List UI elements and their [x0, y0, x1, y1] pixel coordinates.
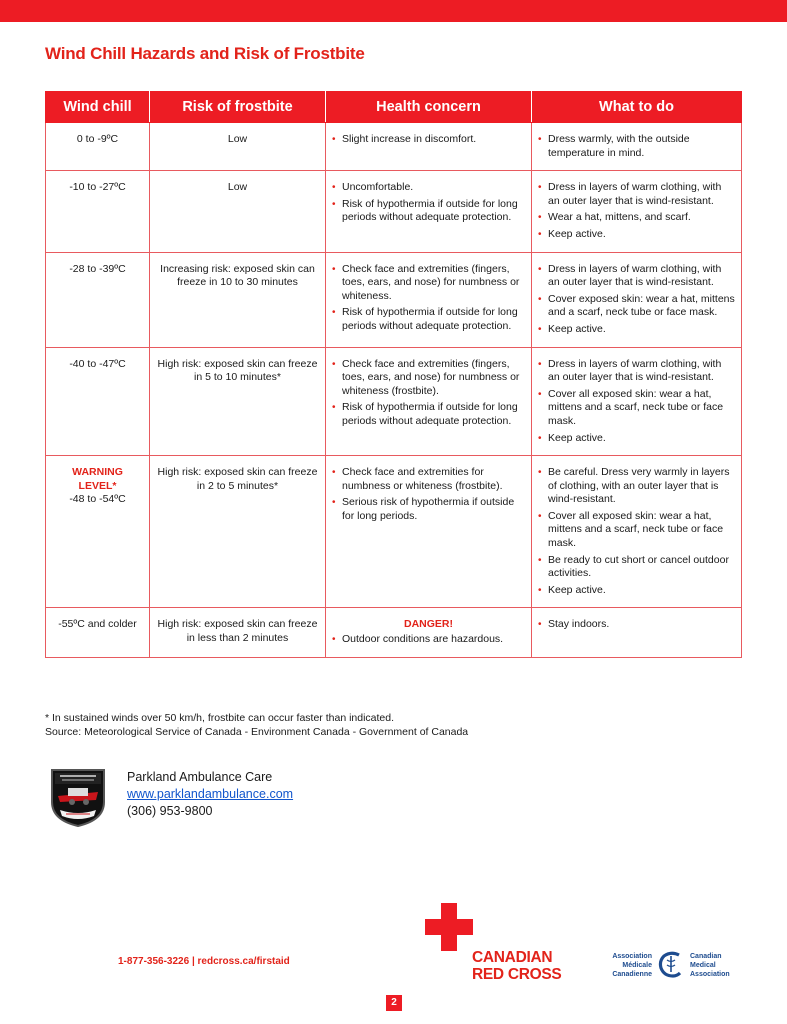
canadian-red-cross-wordmark — [472, 949, 561, 983]
table-row — [46, 608, 742, 657]
warning-level-label: WARNING LEVEL* — [72, 466, 123, 492]
todo-cell — [532, 608, 742, 657]
cma-en-line: Association — [690, 971, 730, 978]
health-cell — [326, 123, 532, 171]
health-item: • Risk of hypothermia if outside for long periods without adequate protection. — [332, 198, 525, 225]
todo-cell — [532, 252, 742, 347]
todo-cell — [532, 171, 742, 252]
health-item: • Risk of hypothermia if outside for long periods without adequate protection. — [332, 401, 525, 428]
cma-logo-icon — [657, 950, 685, 978]
health-cell — [326, 252, 532, 347]
todo-item: • Cover exposed skin: wear a hat, mittens and a scarf, neck tube or face mask. — [538, 293, 735, 320]
health-cell — [326, 347, 532, 456]
page-title: Wind Chill Hazards and Risk of Frostbite — [45, 44, 365, 63]
health-cell — [326, 456, 532, 608]
footer-phone-website: 1-877-356-3226 | redcross.ca/firstaid — [118, 956, 290, 967]
footnote: * In sustained winds over 50 km/h, frostbite can occur faster than indicated. — [45, 712, 395, 724]
crc-line-1: CANADIAN — [472, 949, 553, 966]
todo-item: • Keep active. — [538, 432, 735, 446]
notes — [45, 711, 468, 739]
table-row — [46, 456, 742, 608]
todo-item: • Be careful. Dress very warmly in layers of clothing, with an outer layer that is wind-resistant. — [538, 466, 735, 507]
table-row — [46, 123, 742, 171]
health-item: • Check face and extremities (fingers, toes, ears, and nose) for numbness or whiteness. — [332, 263, 525, 304]
health-item: • Outdoor conditions are hazardous. — [332, 633, 525, 647]
risk-cell: Low — [150, 171, 326, 252]
contact-website-link[interactable]: www.parklandambulance.com — [127, 787, 294, 801]
risk-cell: Increasing risk: exposed skin can freeze in 10 to 30 minutes — [150, 252, 326, 347]
todo-item: • Cover all exposed skin: wear a hat, mittens and a scarf, neck tube or face mask. — [538, 388, 735, 429]
todo-item: • Dress warmly, with the outside temperature in mind. — [538, 133, 735, 160]
risk-cell: High risk: exposed skin can freeze in 2 to 5 minutes* — [150, 456, 326, 608]
cma-french-name — [596, 952, 652, 979]
table-row — [46, 252, 742, 347]
todo-item: • Be ready to cut short or cancel outdoor activities. — [538, 554, 735, 581]
wind-chill-cell — [46, 456, 150, 608]
risk-cell: High risk: exposed skin can freeze in 5 to 10 minutes* — [150, 347, 326, 456]
todo-cell — [532, 123, 742, 171]
danger-label: DANGER! — [404, 618, 453, 631]
cma-en-line: Medical — [690, 962, 716, 969]
header-todo: What to do — [532, 92, 742, 123]
health-item: • Check face and extremities (fingers, toes, ears, and nose) for numbness or whiteness (frostbite). — [332, 358, 525, 399]
cma-en-line: Canadian — [690, 953, 722, 960]
health-item: • Serious risk of hypothermia if outside for long periods. — [332, 496, 525, 523]
cma-fr-line: Association — [612, 953, 652, 960]
todo-cell — [532, 456, 742, 608]
page-number: 2 — [386, 995, 402, 1011]
todo-item: • Stay indoors. — [538, 618, 735, 632]
todo-item: • Keep active. — [538, 323, 735, 337]
table-row — [46, 347, 742, 456]
todo-item: • Dress in layers of warm clothing, with an outer layer that is wind-resistant. — [538, 263, 735, 290]
cma-fr-line: Médicale — [622, 962, 652, 969]
top-red-bar — [0, 0, 787, 22]
todo-item: • Dress in layers of warm clothing, with an outer layer that is wind-resistant. — [538, 181, 735, 208]
header-health: Health concern — [326, 92, 532, 123]
health-item: • Risk of hypothermia if outside for long periods without adequate protection. — [332, 306, 525, 333]
source-note: Source: Meteorological Service of Canada - Environment Canada - Government of Canada — [45, 726, 469, 738]
todo-item: • Cover all exposed skin: wear a hat, mittens and a scarf, neck tube or face mask. — [538, 510, 735, 551]
todo-item: • Keep active. — [538, 228, 735, 242]
wind-chill-cell: -28 to -39ºC — [46, 252, 150, 347]
wind-chill-cell: 0 to -9ºC — [46, 123, 150, 171]
health-cell — [326, 608, 532, 657]
red-cross-icon — [425, 903, 473, 951]
health-item: • Slight increase in discomfort. — [332, 133, 525, 147]
parkland-ambulance-logo-icon — [46, 764, 110, 828]
contact-phone: (306) 953-9800 — [127, 804, 213, 818]
todo-item: • Keep active. — [538, 584, 735, 598]
health-item: • Check face and extremities for numbness or whiteness (frostbite). — [332, 466, 525, 493]
risk-cell: High risk: exposed skin can freeze in less than 2 minutes — [150, 608, 326, 657]
todo-cell — [532, 347, 742, 456]
wind-chill-cell: -55ºC and colder — [46, 608, 150, 657]
todo-item: • Wear a hat, mittens, and scarf. — [538, 211, 735, 225]
contact-name: Parkland Ambulance Care — [127, 770, 273, 784]
header-wind-chill: Wind chill — [46, 92, 150, 123]
crc-line-2: RED CROSS — [472, 966, 562, 983]
table-header-row — [46, 92, 742, 123]
wind-chill-cell: -40 to -47ºC — [46, 347, 150, 456]
risk-cell: Low — [150, 123, 326, 171]
header-risk: Risk of frostbite — [150, 92, 326, 123]
todo-item: • Dress in layers of warm clothing, with an outer layer that is wind-resistant. — [538, 358, 735, 385]
cma-fr-line: Canadienne — [612, 971, 652, 978]
health-cell — [326, 171, 532, 252]
table-row — [46, 171, 742, 252]
wind-chill-value: -48 to -54ºC — [69, 493, 126, 506]
cma-english-name — [690, 952, 750, 979]
wind-chill-table — [45, 91, 742, 658]
health-item: • Uncomfortable. — [332, 181, 525, 195]
contact-block — [127, 769, 293, 820]
wind-chill-cell: -10 to -27ºC — [46, 171, 150, 252]
